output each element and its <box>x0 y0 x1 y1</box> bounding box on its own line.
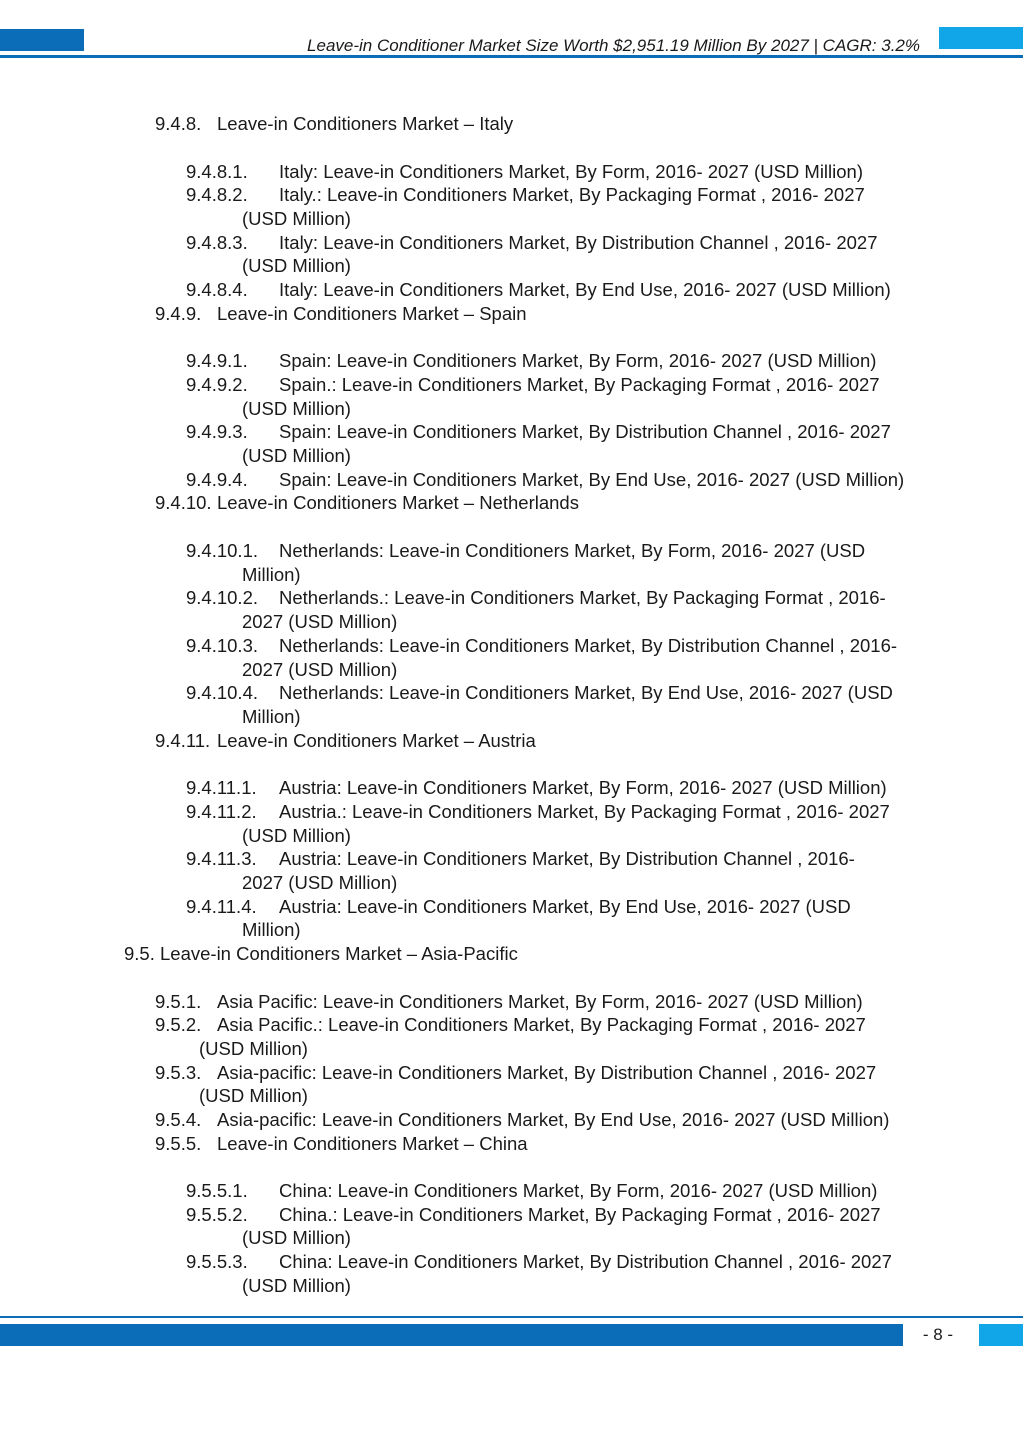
toc-entry-title: Asia-pacific: Leave-in Conditioners Market, By Distribution Channel , 2016- 2027 <box>217 1062 877 1083</box>
footer-rule <box>0 1316 1023 1318</box>
toc-entry-continuation: (USD Million) <box>242 398 351 419</box>
toc-entry-title: Leave-in Conditioners Market – Spain <box>217 303 527 324</box>
toc-entry-continuation: (USD Million) <box>199 1085 308 1106</box>
toc-entry-title: Leave-in Conditioners Market – Netherlands <box>217 492 579 513</box>
toc-entry-title: Italy: Leave-in Conditioners Market, By End Use, 2016- 2027 (USD Million) <box>279 279 891 300</box>
toc-entry-number: 9.5.1. <box>155 991 202 1012</box>
toc-entry-number: 9.4.8.3. <box>186 232 248 253</box>
toc-entry-continuation: (USD Million) <box>242 1275 351 1296</box>
toc-entry-continuation: (USD Million) <box>242 1227 351 1248</box>
header-rule <box>0 55 1023 58</box>
toc-entry-title: China: Leave-in Conditioners Market, By Form, 2016- 2027 (USD Million) <box>279 1180 878 1201</box>
toc-entry-title: Asia-pacific: Leave-in Conditioners Market, By End Use, 2016- 2027 (USD Million) <box>217 1109 890 1130</box>
toc-entry-title: Italy: Leave-in Conditioners Market, By Form, 2016- 2027 (USD Million) <box>279 161 864 182</box>
header-accent-left <box>0 29 84 51</box>
toc-entry-number: 9.5.4. <box>155 1109 202 1130</box>
toc-entry-title: Leave-in Conditioners Market – Italy <box>217 113 514 134</box>
toc-entry-title: Spain: Leave-in Conditioners Market, By Form, 2016- 2027 (USD Million) <box>279 350 877 371</box>
toc-entry-number: 9.5. <box>124 943 155 964</box>
toc-entry-number: 9.4.9.3. <box>186 421 248 442</box>
toc-entry-continuation: (USD Million) <box>199 1038 308 1059</box>
toc-entry-title: Leave-in Conditioners Market – China <box>217 1133 528 1154</box>
toc-entry-number: 9.4.10.2. <box>186 587 259 608</box>
toc-entry-continuation: (USD Million) <box>242 825 351 846</box>
header-accent-right <box>939 27 1023 49</box>
toc-entry-number: 9.4.11. <box>155 730 211 751</box>
toc-entry-number: 9.4.10.4. <box>186 682 259 703</box>
toc-entry-number: 9.4.11.1. <box>186 777 257 798</box>
toc-entry-title: Spain: Leave-in Conditioners Market, By Distribution Channel , 2016- 2027 <box>279 421 891 442</box>
toc-entry-number: 9.4.10. <box>155 492 212 513</box>
toc-entry-title: Austria.: Leave-in Conditioners Market, By Packaging Format , 2016- 2027 <box>279 801 890 822</box>
toc-entry-number: 9.4.9.2. <box>186 374 248 395</box>
toc-entry-title: Italy.: Leave-in Conditioners Market, By Packaging Format , 2016- 2027 <box>279 184 865 205</box>
toc-entry-title: Asia Pacific: Leave-in Conditioners Market, By Form, 2016- 2027 (USD Million) <box>217 991 863 1012</box>
toc-entry-number: 9.4.9.1. <box>186 350 248 371</box>
toc-entry-number: 9.5.3. <box>155 1062 202 1083</box>
toc-entry-number: 9.4.11.3. <box>186 848 257 869</box>
toc-entry-continuation: (USD Million) <box>242 255 351 276</box>
toc-entry-title: China: Leave-in Conditioners Market, By Distribution Channel , 2016- 2027 <box>279 1251 892 1272</box>
toc-entry-title: Italy: Leave-in Conditioners Market, By Distribution Channel , 2016- 2027 <box>279 232 878 253</box>
toc-entry-number: 9.4.10.3. <box>186 635 259 656</box>
header-title: Leave-in Conditioner Market Size Worth $2,951.19 Million By 2027 | CAGR: 3.2% <box>307 36 920 55</box>
toc-entry-continuation: Million) <box>242 706 301 727</box>
page-number: - 8 - <box>922 1325 954 1344</box>
toc-entry-number: 9.4.11.4. <box>186 896 257 917</box>
toc-entry-number: 9.5.5.1. <box>186 1180 248 1201</box>
toc-entry-number: 9.5.5.3. <box>186 1251 248 1272</box>
toc-entry-title: Netherlands: Leave-in Conditioners Market, By Form, 2016- 2027 (USD <box>279 540 866 561</box>
toc-entry-number: 9.4.8. <box>155 113 202 134</box>
toc-entry-number: 9.4.9. <box>155 303 202 324</box>
toc-entry-continuation: Million) <box>242 919 301 940</box>
toc-entry-continuation: 2027 (USD Million) <box>242 659 398 680</box>
footer-accent-right <box>979 1324 1023 1346</box>
toc-entry-number: 9.4.8.4. <box>186 279 248 300</box>
toc-entry-number: 9.4.8.2. <box>186 184 248 205</box>
toc-entry-title: Spain.: Leave-in Conditioners Market, By Packaging Format , 2016- 2027 <box>279 374 880 395</box>
toc-entry-number: 9.4.9.4. <box>186 469 248 490</box>
toc-entry-number: 9.4.11.2. <box>186 801 257 822</box>
toc-entry-number: 9.4.10.1. <box>186 540 259 561</box>
toc-entry-continuation: Million) <box>242 564 301 585</box>
toc-entry-continuation: 2027 (USD Million) <box>242 872 398 893</box>
toc-entry-continuation: (USD Million) <box>242 208 351 229</box>
toc-entry-title: Netherlands: Leave-in Conditioners Market, By Distribution Channel , 2016- <box>279 635 898 656</box>
toc-entry-title: Netherlands.: Leave-in Conditioners Market, By Packaging Format , 2016- <box>279 587 886 608</box>
footer-bar <box>0 1324 903 1346</box>
toc-entry-number: 9.5.5. <box>155 1133 202 1154</box>
toc-entry-continuation: (USD Million) <box>242 445 351 466</box>
toc-entry-title: Spain: Leave-in Conditioners Market, By End Use, 2016- 2027 (USD Million) <box>279 469 905 490</box>
toc-entry-title: Austria: Leave-in Conditioners Market, By Form, 2016- 2027 (USD Million) <box>279 777 887 798</box>
toc-entry-title: Austria: Leave-in Conditioners Market, By End Use, 2016- 2027 (USD <box>279 896 851 917</box>
toc-entry-title: Austria: Leave-in Conditioners Market, By Distribution Channel , 2016- <box>279 848 855 869</box>
toc-entry-title: Leave-in Conditioners Market – Austria <box>217 730 536 751</box>
toc-entry-title: Netherlands: Leave-in Conditioners Market, By End Use, 2016- 2027 (USD <box>279 682 893 703</box>
toc-entry-continuation: 2027 (USD Million) <box>242 611 398 632</box>
toc-entry-number: 9.5.2. <box>155 1014 202 1035</box>
toc-entry-number: 9.5.5.2. <box>186 1204 248 1225</box>
toc-entry-number: 9.4.8.1. <box>186 161 248 182</box>
toc-entry-title: Leave-in Conditioners Market – Asia-Pacific <box>160 943 518 964</box>
toc-entry-title: Asia Pacific.: Leave-in Conditioners Market, By Packaging Format , 2016- 2027 <box>217 1014 866 1035</box>
toc-entry-title: China.: Leave-in Conditioners Market, By Packaging Format , 2016- 2027 <box>279 1204 881 1225</box>
